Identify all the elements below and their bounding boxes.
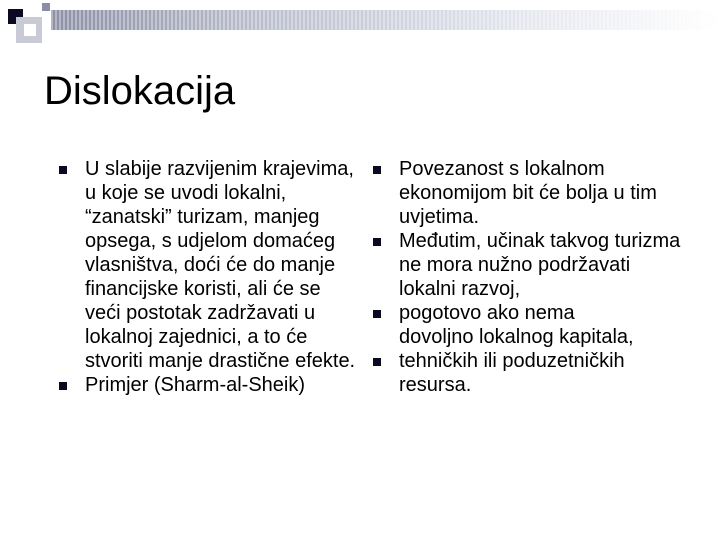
header-bar-texture bbox=[51, 10, 720, 30]
bullet-item bbox=[369, 349, 689, 397]
bullet-item bbox=[369, 301, 649, 349]
bullet-text: Primjer (Sharm-al-Sheik) bbox=[85, 374, 306, 396]
square-bullet-icon bbox=[373, 166, 381, 174]
bullet-item bbox=[55, 373, 355, 397]
bullet-item bbox=[369, 157, 689, 229]
square-bullet-icon bbox=[373, 358, 381, 366]
corner-square-inner bbox=[24, 24, 36, 36]
right-bullet-list bbox=[369, 157, 689, 397]
bullet-text: tehničkih ili poduzetničkih resursa. bbox=[399, 350, 625, 396]
bullet-text: Povezanost s lokalnom ekonomijom bit će bolja u tim uvjetima. bbox=[399, 158, 657, 228]
slide-title: Dislokacija bbox=[44, 69, 236, 113]
square-bullet-icon bbox=[373, 310, 381, 318]
bullet-item bbox=[55, 157, 361, 373]
bullet-text: pogotovo ako nema dovoljno lokalnog kapitala, bbox=[399, 302, 634, 348]
square-bullet-icon bbox=[59, 382, 67, 390]
bullet-text: Međutim, učinak takvog turizma ne mora nužno podržavati lokalni razvoj, bbox=[399, 230, 681, 300]
bullet-item bbox=[369, 229, 689, 301]
left-bullet-list bbox=[55, 157, 355, 397]
corner-square-small bbox=[42, 3, 50, 11]
square-bullet-icon bbox=[59, 166, 67, 174]
bullet-text: U slabije razvijenim krajevima, u koje se uvodi lokalni, “zanatski” turizam, manjeg opsega, s udjelom domaćeg vlasništva, doći će do manje financijske koristi, ali će se veći postotak zadržavati u lokalnoj zajednici, a to će stvoriti manje drastične efekte. bbox=[85, 158, 356, 372]
square-bullet-icon bbox=[373, 238, 381, 246]
